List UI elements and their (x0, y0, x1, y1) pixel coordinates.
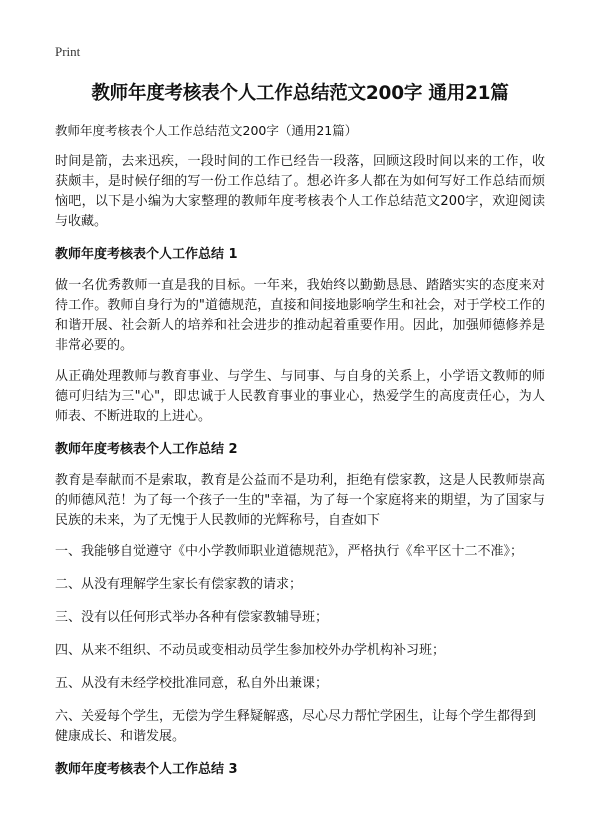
list-item: 五、从没有未经学校批准同意，私自外出兼课； (55, 676, 329, 691)
intro-paragraph: 时间是箭，去来迅疾，一段时间的工作已经告一段落，回顾这段时间以来的工作，收获颇丰，是时候仔细的写一份工作总结了。想必许多人都在为如何写好工作总结而烦恼吧，以下是小编为大家整理的教师年度考核表个人工作总结范文200字，欢迎阅读与收藏。 (55, 154, 545, 229)
section-2-paragraph: 教育是奉献而不是索取，教育是公益而不是功利，拒绝有偿家教，这是人民教师崇高的师德风范！为了每一个孩子一生的"幸福，为了每一个家庭将来的期望，为了国家与民族的未来，为了无愧于人民教师的光辉称号，自查如下 (55, 473, 545, 528)
section-1-paragraph: 从正确处理教师与教育事业、与学生、与同事、与自身的关系上，小学语文教师的师德可归结为三"心"，即忠诚于人民教育事业的事业心，热爱学生的高度责任心，为人师表、不断进取的上进心。 (55, 369, 545, 424)
section-heading-1: 教师年度考核表个人工作总结 1 (55, 247, 238, 262)
section-heading-2: 教师年度考核表个人工作总结 2 (55, 442, 238, 457)
section-heading-3: 教师年度考核表个人工作总结 3 (55, 762, 238, 777)
document-subtitle: 教师年度考核表个人工作总结范文200字（通用21篇） (55, 123, 358, 138)
list-item: 三、没有以任何形式举办各种有偿家教辅导班； (55, 610, 329, 625)
section-1-paragraph: 做一名优秀教师一直是我的目标。一年来，我始终以勤勤恳恳、踏踏实实的态度来对待工作。教师自身行为的"道德规范，直接和间接地影响学生和社会，对于学校工作的和谐开展、社会新人的培养和社会进步的推动起着重要作用。因此，加强师德修养是非常必要的。 (55, 278, 545, 353)
list-item: 六、关爱每个学生，无偿为学生释疑解惑，尽心尽力帮忙学困生，让每个学生都得到健康成长、和谐发展。 (55, 709, 537, 744)
list-item: 二、从没有理解学生家长有偿家教的请求； (55, 577, 303, 592)
list-item: 一、我能够自觉遵守《中小学教师职业道德规范》，严格执行《牟平区十二不准》； (55, 544, 524, 559)
page-title: 教师年度考核表个人工作总结范文200字 通用21篇 (91, 83, 509, 104)
list-item: 四、从来不组织、不动员或变相动员学生参加校外办学机构补习班； (55, 643, 446, 658)
print-label: Print (55, 44, 81, 59)
